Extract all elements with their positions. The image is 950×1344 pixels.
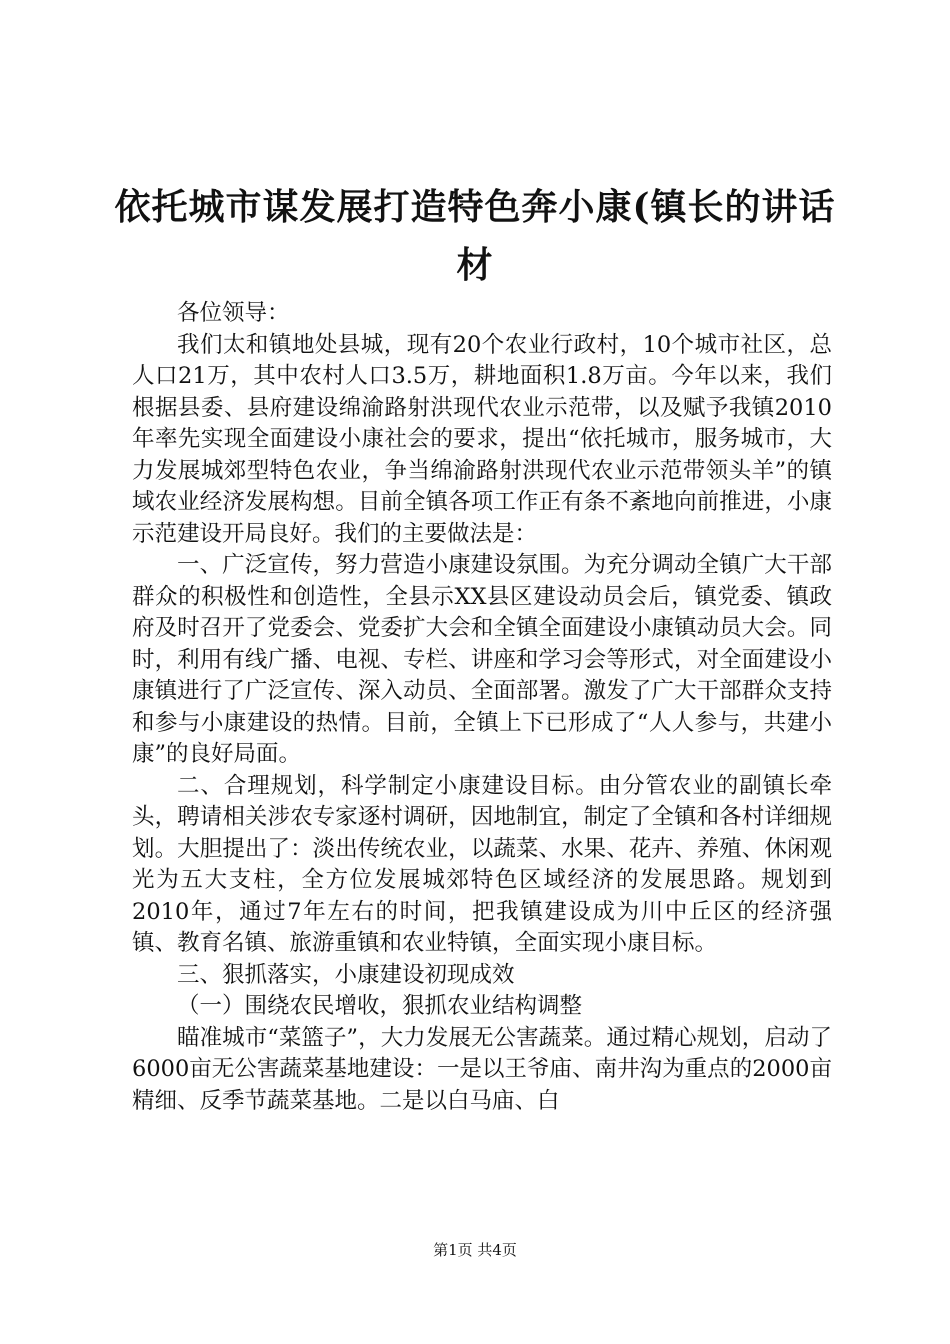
salutation: 各位领导： [177,300,290,326]
paragraph-section-2: 二、合理规划，科学制定小康建设目标。由分管农业的副镇长牵头，聘请相关涉农专家逐村调研，因地制宜，制定了全镇和各村详细规划。大胆提出了：淡出传统农业，以蔬菜、水果、花卉、养殖、休闲观光为五大支柱，全方位发展城郊特色区域经济的发展思路。规划到2010年，通过7年左右的时间，把我镇建设成为川中丘区的经济强镇、教育名镇、旅游重镇和农业特镇，全面实现小康目标。 [132,772,832,956]
paragraph-section-1: 一、广泛宣传，努力营造小康建设氛围。为充分调动全镇广大干部群众的积极性和创造性，全县示XX县区建设动员会后，镇党委、镇政府及时召开了党委会、党委扩大会和全镇全面建设小康镇动员大会。同时，利用有线广播、电视、专栏、讲座和学习会等形式，对全面建设小康镇进行了广泛宣传、深入动员、全面部署。激发了广大干部群众支持和参与小康建设的热情。目前，全镇上下已形成了“人人参与，共建小康”的良好局面。 [132,552,832,767]
paragraph-vegetables: 瞄准城市“菜篮子”，大力发展无公害蔬菜。通过精心规划，启动了6000亩无公害蔬菜基地建设：一是以王爷庙、南井沟为重点的2000亩精细、反季节蔬菜基地。二是以白马庙、白 [132,1024,832,1114]
document-title: 依托城市谋发展打造特色奔小康(镇长的讲话材 [114,186,836,286]
page-number-footer: 第1页 共4页 [433,1241,517,1259]
paragraph-intro: 我们太和镇地处县城，现有20个农业行政村，10个城市社区，总人口21万，其中农村人口3.5万，耕地面积1.8万亩。今年以来，我们根据县委、县府建设绵渝路射洪现代农业示范带，以及赋予我镇2010年率先实现全面建设小康社会的要求，提出“依托城市，服务城市，大力发展城郊型特色农业，争当绵渝路射洪现代农业示范带领头羊”的镇域农业经济发展构想。目前全镇各项工作正有条不紊地向前推进，小康示范建设开局良好。我们的主要做法是： [132,331,832,547]
heading-subsection-1: （一）围绕农民增收，狠抓农业结构调整 [177,993,583,1019]
document-body [132,298,832,1117]
heading-section-3: 三、狠抓落实，小康建设初现成效 [177,961,515,988]
